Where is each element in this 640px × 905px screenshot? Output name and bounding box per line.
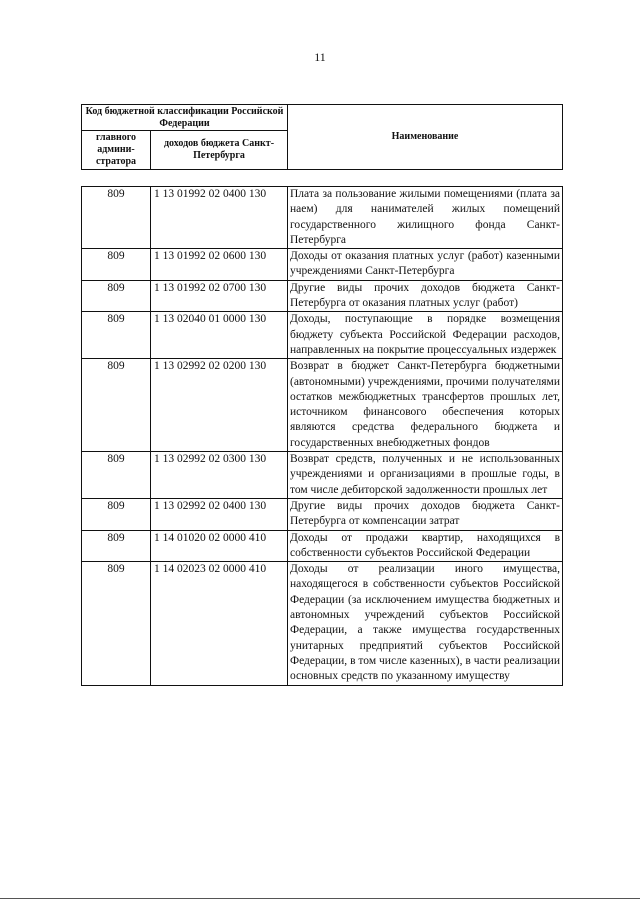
table-header bbox=[81, 104, 563, 170]
admin-code-cell: 809 bbox=[82, 312, 151, 359]
budget-code-cell: 1 13 02040 01 0000 130 bbox=[151, 312, 288, 359]
budget-code-cell: 1 13 01992 02 0600 130 bbox=[151, 249, 288, 281]
admin-code-cell: 809 bbox=[82, 452, 151, 499]
admin-code-cell: 809 bbox=[82, 187, 151, 249]
page-bottom-rule bbox=[0, 898, 640, 899]
page-number: 11 bbox=[314, 50, 326, 64]
budget-code-cell: 1 14 01020 02 0000 410 bbox=[151, 530, 288, 562]
table-row bbox=[82, 359, 563, 452]
table-row bbox=[82, 280, 563, 312]
income-name-cell: Доходы от реализации иного имущества, находящегося в собственности субъектов Российской Федерации (за исключением имущества бюджетных и автономных учреждений субъектов Российской Федерации, а также имущества государственных унитарных предприятий субъектов Российской Федерации, в том числе казенных), в части реализации основных средств по указанному имуществу bbox=[288, 562, 563, 685]
income-name-cell: Другие виды прочих доходов бюджета Санкт-Петербурга от оказания платных услуг (работ) bbox=[288, 280, 563, 312]
table-row bbox=[82, 187, 563, 249]
admin-code-cell: 809 bbox=[82, 562, 151, 685]
table-row bbox=[82, 249, 563, 281]
admin-code-cell: 809 bbox=[82, 280, 151, 312]
header-code-column: доходов бюджета Санкт-Петербурга bbox=[151, 131, 288, 170]
admin-code-cell: 809 bbox=[82, 498, 151, 530]
income-name-cell: Возврат в бюджет Санкт-Петербурга бюджетными (автономными) учреждениями, прочими получателями остатков межбюджетных трансфертов прошлых лет, источником финансового обеспечения которых являются средства федерального бюджета и государственных внебюджетных фондов bbox=[288, 359, 563, 452]
table-row bbox=[82, 452, 563, 499]
income-name-cell: Плата за пользование жилыми помещениями (плата за наем) для нанимателей жилых помещений государственного жилищного фонда Санкт-Петербурга bbox=[288, 187, 563, 249]
header-group-title: Код бюджетной классификации Российской Федерации bbox=[82, 105, 288, 131]
budget-code-cell: 1 13 02992 02 0400 130 bbox=[151, 498, 288, 530]
admin-code-cell: 809 bbox=[82, 530, 151, 562]
table-row bbox=[82, 562, 563, 685]
income-name-cell: Другие виды прочих доходов бюджета Санкт-Петербурга от компенсации затрат bbox=[288, 498, 563, 530]
header-admin-column: главного админи-стратора bbox=[82, 131, 151, 170]
budget-code-cell: 1 13 01992 02 0700 130 bbox=[151, 280, 288, 312]
table-row bbox=[82, 530, 563, 562]
budget-code-cell: 1 14 02023 02 0000 410 bbox=[151, 562, 288, 685]
budget-code-cell: 1 13 01992 02 0400 130 bbox=[151, 187, 288, 249]
income-name-cell: Доходы от продажи квартир, находящихся в собственности субъектов Российской Федерации bbox=[288, 530, 563, 562]
admin-code-cell: 809 bbox=[82, 249, 151, 281]
admin-code-cell: 809 bbox=[82, 359, 151, 452]
income-name-cell: Доходы от оказания платных услуг (работ) казенными учреждениями Санкт-Петербурга bbox=[288, 249, 563, 281]
budget-code-cell: 1 13 02992 02 0300 130 bbox=[151, 452, 288, 499]
table-row bbox=[82, 498, 563, 530]
classification-table bbox=[81, 186, 563, 686]
table-row bbox=[82, 312, 563, 359]
income-name-cell: Возврат средств, полученных и не использованных учреждениями и организациями в прошлые годы, в том числе дебиторской задолженности прошлых лет bbox=[288, 452, 563, 499]
income-name-cell: Доходы, поступающие в порядке возмещения бюджету субъекта Российской Федерации расходов, направленных на покрытие процессуальных издержек bbox=[288, 312, 563, 359]
budget-code-cell: 1 13 02992 02 0200 130 bbox=[151, 359, 288, 452]
header-name-column: Наименование bbox=[288, 105, 563, 170]
